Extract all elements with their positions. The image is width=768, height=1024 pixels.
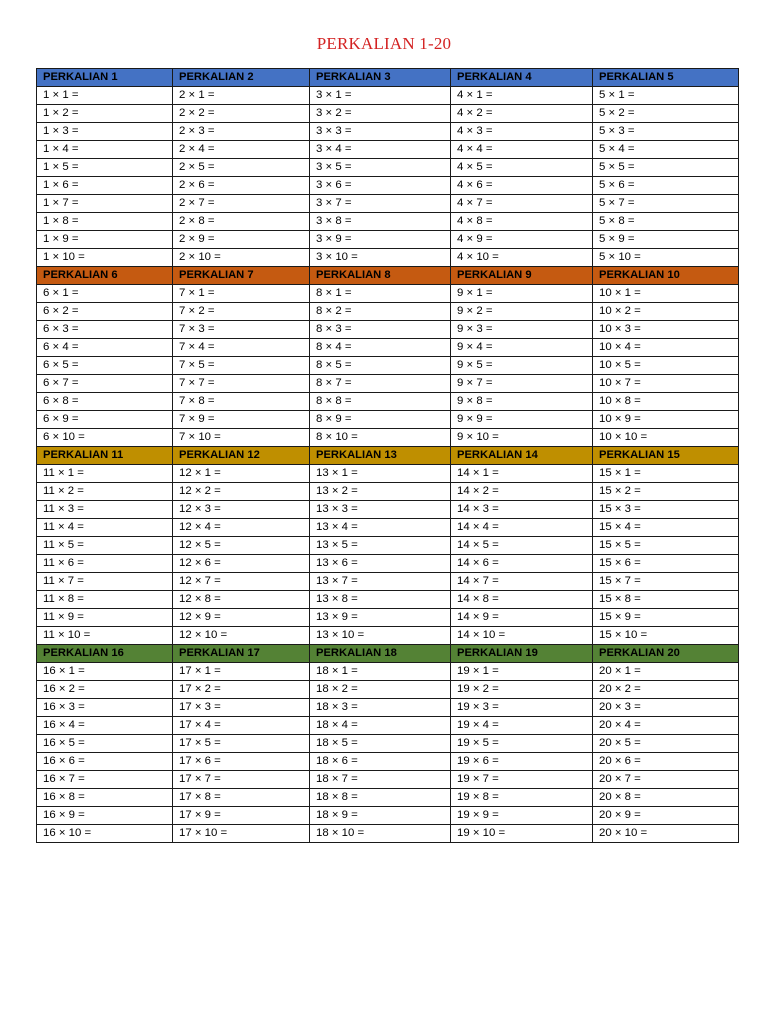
table-cell: 18 × 2 = <box>310 681 451 699</box>
table-cell: 2 × 3 = <box>173 123 310 141</box>
table-cell: 18 × 1 = <box>310 663 451 681</box>
table-cell: 14 × 6 = <box>451 555 593 573</box>
table-cell: 13 × 9 = <box>310 609 451 627</box>
column-header: PERKALIAN 5 <box>593 69 739 87</box>
table-cell: 13 × 5 = <box>310 537 451 555</box>
table-cell: 5 × 7 = <box>593 195 739 213</box>
table-cell: 7 × 9 = <box>173 411 310 429</box>
table-cell: 1 × 8 = <box>37 213 173 231</box>
table-cell: 13 × 2 = <box>310 483 451 501</box>
table-cell: 17 × 4 = <box>173 717 310 735</box>
table-cell: 18 × 9 = <box>310 807 451 825</box>
table-cell: 1 × 5 = <box>37 159 173 177</box>
table-cell: 12 × 8 = <box>173 591 310 609</box>
table-cell: 10 × 7 = <box>593 375 739 393</box>
column-header: PERKALIAN 7 <box>173 267 310 285</box>
table-row <box>37 285 739 303</box>
table-cell: 4 × 6 = <box>451 177 593 195</box>
table-cell: 19 × 2 = <box>451 681 593 699</box>
table-row <box>37 429 739 447</box>
table-cell: 14 × 2 = <box>451 483 593 501</box>
table-cell: 15 × 7 = <box>593 573 739 591</box>
table-cell: 3 × 6 = <box>310 177 451 195</box>
table-cell: 8 × 9 = <box>310 411 451 429</box>
table-cell: 12 × 10 = <box>173 627 310 645</box>
table-cell: 16 × 5 = <box>37 735 173 753</box>
table-cell: 11 × 6 = <box>37 555 173 573</box>
table-cell: 5 × 4 = <box>593 141 739 159</box>
table-cell: 20 × 9 = <box>593 807 739 825</box>
table-cell: 18 × 8 = <box>310 789 451 807</box>
table-row <box>37 105 739 123</box>
column-header: PERKALIAN 6 <box>37 267 173 285</box>
table-cell: 10 × 10 = <box>593 429 739 447</box>
table-cell: 6 × 1 = <box>37 285 173 303</box>
table-cell: 20 × 2 = <box>593 681 739 699</box>
column-header: PERKALIAN 9 <box>451 267 593 285</box>
table-cell: 8 × 2 = <box>310 303 451 321</box>
table-cell: 12 × 6 = <box>173 555 310 573</box>
table-row <box>37 141 739 159</box>
table-cell: 9 × 3 = <box>451 321 593 339</box>
table-cell: 3 × 2 = <box>310 105 451 123</box>
table-cell: 2 × 8 = <box>173 213 310 231</box>
table-cell: 17 × 1 = <box>173 663 310 681</box>
table-cell: 11 × 1 = <box>37 465 173 483</box>
table-cell: 17 × 5 = <box>173 735 310 753</box>
table-cell: 15 × 5 = <box>593 537 739 555</box>
table-cell: 10 × 3 = <box>593 321 739 339</box>
table-cell: 20 × 8 = <box>593 789 739 807</box>
table-cell: 19 × 10 = <box>451 825 593 843</box>
table-cell: 15 × 1 = <box>593 465 739 483</box>
table-cell: 17 × 2 = <box>173 681 310 699</box>
table-cell: 13 × 7 = <box>310 573 451 591</box>
table-cell: 1 × 4 = <box>37 141 173 159</box>
table-cell: 2 × 1 = <box>173 87 310 105</box>
table-cell: 19 × 1 = <box>451 663 593 681</box>
table-cell: 8 × 1 = <box>310 285 451 303</box>
table-cell: 3 × 9 = <box>310 231 451 249</box>
table-cell: 11 × 3 = <box>37 501 173 519</box>
table-cell: 17 × 9 = <box>173 807 310 825</box>
table-cell: 15 × 3 = <box>593 501 739 519</box>
table-cell: 16 × 3 = <box>37 699 173 717</box>
column-header: PERKALIAN 4 <box>451 69 593 87</box>
table-row <box>37 231 739 249</box>
table-cell: 5 × 9 = <box>593 231 739 249</box>
table-row <box>37 465 739 483</box>
table-cell: 2 × 7 = <box>173 195 310 213</box>
table-cell: 9 × 7 = <box>451 375 593 393</box>
table-cell: 6 × 3 = <box>37 321 173 339</box>
table-cell: 6 × 9 = <box>37 411 173 429</box>
table-cell: 1 × 1 = <box>37 87 173 105</box>
table-cell: 3 × 4 = <box>310 141 451 159</box>
table-cell: 19 × 5 = <box>451 735 593 753</box>
table-cell: 11 × 7 = <box>37 573 173 591</box>
section-header-row <box>37 645 739 663</box>
table-row <box>37 699 739 717</box>
table-cell: 7 × 10 = <box>173 429 310 447</box>
table-row <box>37 825 739 843</box>
table-row <box>37 375 739 393</box>
table-cell: 15 × 2 = <box>593 483 739 501</box>
table-row <box>37 159 739 177</box>
column-header: PERKALIAN 2 <box>173 69 310 87</box>
table-cell: 4 × 2 = <box>451 105 593 123</box>
table-cell: 5 × 8 = <box>593 213 739 231</box>
table-cell: 18 × 3 = <box>310 699 451 717</box>
table-cell: 14 × 3 = <box>451 501 593 519</box>
table-cell: 7 × 5 = <box>173 357 310 375</box>
table-cell: 18 × 6 = <box>310 753 451 771</box>
table-row <box>37 357 739 375</box>
table-cell: 3 × 5 = <box>310 159 451 177</box>
table-row <box>37 789 739 807</box>
table-cell: 16 × 6 = <box>37 753 173 771</box>
table-cell: 19 × 3 = <box>451 699 593 717</box>
table-cell: 12 × 7 = <box>173 573 310 591</box>
column-header: PERKALIAN 12 <box>173 447 310 465</box>
table-cell: 3 × 3 = <box>310 123 451 141</box>
table-cell: 20 × 10 = <box>593 825 739 843</box>
table-cell: 5 × 6 = <box>593 177 739 195</box>
table-cell: 17 × 3 = <box>173 699 310 717</box>
table-cell: 10 × 9 = <box>593 411 739 429</box>
table-cell: 10 × 8 = <box>593 393 739 411</box>
column-header: PERKALIAN 20 <box>593 645 739 663</box>
table-cell: 16 × 7 = <box>37 771 173 789</box>
table-cell: 14 × 9 = <box>451 609 593 627</box>
table-cell: 7 × 1 = <box>173 285 310 303</box>
table-cell: 20 × 6 = <box>593 753 739 771</box>
table-row <box>37 807 739 825</box>
table-cell: 17 × 6 = <box>173 753 310 771</box>
table-cell: 2 × 9 = <box>173 231 310 249</box>
table-row <box>37 123 739 141</box>
table-cell: 4 × 5 = <box>451 159 593 177</box>
table-cell: 20 × 1 = <box>593 663 739 681</box>
table-cell: 4 × 9 = <box>451 231 593 249</box>
table-row <box>37 195 739 213</box>
table-cell: 19 × 6 = <box>451 753 593 771</box>
table-cell: 14 × 7 = <box>451 573 593 591</box>
table-cell: 7 × 8 = <box>173 393 310 411</box>
column-header: PERKALIAN 17 <box>173 645 310 663</box>
table-cell: 15 × 8 = <box>593 591 739 609</box>
column-header: PERKALIAN 1 <box>37 69 173 87</box>
table-cell: 8 × 7 = <box>310 375 451 393</box>
table-cell: 11 × 9 = <box>37 609 173 627</box>
table-cell: 6 × 10 = <box>37 429 173 447</box>
table-row <box>37 681 739 699</box>
section-header-row <box>37 69 739 87</box>
table-cell: 13 × 3 = <box>310 501 451 519</box>
table-cell: 10 × 2 = <box>593 303 739 321</box>
table-cell: 9 × 4 = <box>451 339 593 357</box>
table-cell: 3 × 1 = <box>310 87 451 105</box>
column-header: PERKALIAN 13 <box>310 447 451 465</box>
table-row <box>37 573 739 591</box>
table-cell: 12 × 1 = <box>173 465 310 483</box>
table-cell: 14 × 5 = <box>451 537 593 555</box>
table-cell: 6 × 8 = <box>37 393 173 411</box>
table-cell: 6 × 2 = <box>37 303 173 321</box>
column-header: PERKALIAN 8 <box>310 267 451 285</box>
table-cell: 6 × 4 = <box>37 339 173 357</box>
table-cell: 14 × 10 = <box>451 627 593 645</box>
table-row <box>37 249 739 267</box>
multiplication-table <box>36 68 739 843</box>
table-cell: 14 × 1 = <box>451 465 593 483</box>
table-cell: 10 × 5 = <box>593 357 739 375</box>
table-row <box>37 393 739 411</box>
table-row <box>37 501 739 519</box>
table-cell: 19 × 4 = <box>451 717 593 735</box>
table-cell: 10 × 1 = <box>593 285 739 303</box>
table-cell: 3 × 8 = <box>310 213 451 231</box>
column-header: PERKALIAN 16 <box>37 645 173 663</box>
table-cell: 13 × 10 = <box>310 627 451 645</box>
table-cell: 17 × 7 = <box>173 771 310 789</box>
table-row <box>37 177 739 195</box>
table-cell: 5 × 10 = <box>593 249 739 267</box>
table-row <box>37 735 739 753</box>
table-cell: 9 × 1 = <box>451 285 593 303</box>
table-cell: 8 × 5 = <box>310 357 451 375</box>
table-row <box>37 483 739 501</box>
table-cell: 2 × 2 = <box>173 105 310 123</box>
table-cell: 12 × 2 = <box>173 483 310 501</box>
table-cell: 4 × 8 = <box>451 213 593 231</box>
table-row <box>37 627 739 645</box>
table-cell: 6 × 7 = <box>37 375 173 393</box>
table-cell: 16 × 8 = <box>37 789 173 807</box>
table-cell: 1 × 7 = <box>37 195 173 213</box>
column-header: PERKALIAN 19 <box>451 645 593 663</box>
column-header: PERKALIAN 3 <box>310 69 451 87</box>
table-cell: 13 × 8 = <box>310 591 451 609</box>
table-cell: 13 × 1 = <box>310 465 451 483</box>
table-cell: 20 × 7 = <box>593 771 739 789</box>
table-cell: 7 × 4 = <box>173 339 310 357</box>
table-cell: 9 × 5 = <box>451 357 593 375</box>
table-body <box>37 69 739 843</box>
table-cell: 18 × 10 = <box>310 825 451 843</box>
table-cell: 4 × 7 = <box>451 195 593 213</box>
table-cell: 4 × 10 = <box>451 249 593 267</box>
table-cell: 9 × 10 = <box>451 429 593 447</box>
column-header: PERKALIAN 18 <box>310 645 451 663</box>
table-cell: 1 × 10 = <box>37 249 173 267</box>
table-cell: 19 × 8 = <box>451 789 593 807</box>
table-cell: 5 × 5 = <box>593 159 739 177</box>
table-row <box>37 411 739 429</box>
table-row <box>37 321 739 339</box>
table-cell: 18 × 5 = <box>310 735 451 753</box>
table-cell: 5 × 1 = <box>593 87 739 105</box>
page-title: PERKALIAN 1-20 <box>316 34 452 53</box>
table-row <box>37 537 739 555</box>
table-cell: 8 × 10 = <box>310 429 451 447</box>
table-cell: 20 × 4 = <box>593 717 739 735</box>
column-header: PERKALIAN 15 <box>593 447 739 465</box>
table-cell: 13 × 4 = <box>310 519 451 537</box>
table-cell: 15 × 6 = <box>593 555 739 573</box>
table-cell: 20 × 5 = <box>593 735 739 753</box>
table-row <box>37 663 739 681</box>
table-cell: 7 × 7 = <box>173 375 310 393</box>
table-cell: 18 × 4 = <box>310 717 451 735</box>
table-row <box>37 555 739 573</box>
table-cell: 14 × 4 = <box>451 519 593 537</box>
table-row <box>37 591 739 609</box>
table-cell: 16 × 10 = <box>37 825 173 843</box>
section-header-row <box>37 447 739 465</box>
table-cell: 3 × 7 = <box>310 195 451 213</box>
table-cell: 4 × 3 = <box>451 123 593 141</box>
table-cell: 15 × 10 = <box>593 627 739 645</box>
table-cell: 6 × 5 = <box>37 357 173 375</box>
table-cell: 9 × 2 = <box>451 303 593 321</box>
table-row <box>37 213 739 231</box>
table-cell: 11 × 2 = <box>37 483 173 501</box>
table-row <box>37 717 739 735</box>
table-cell: 20 × 3 = <box>593 699 739 717</box>
table-cell: 19 × 7 = <box>451 771 593 789</box>
table-cell: 2 × 6 = <box>173 177 310 195</box>
table-cell: 11 × 8 = <box>37 591 173 609</box>
table-cell: 16 × 1 = <box>37 663 173 681</box>
table-cell: 1 × 3 = <box>37 123 173 141</box>
table-cell: 3 × 10 = <box>310 249 451 267</box>
table-cell: 12 × 3 = <box>173 501 310 519</box>
table-row <box>37 771 739 789</box>
table-row <box>37 303 739 321</box>
column-header: PERKALIAN 11 <box>37 447 173 465</box>
table-cell: 18 × 7 = <box>310 771 451 789</box>
table-cell: 8 × 8 = <box>310 393 451 411</box>
table-cell: 4 × 1 = <box>451 87 593 105</box>
table-cell: 7 × 2 = <box>173 303 310 321</box>
column-header: PERKALIAN 14 <box>451 447 593 465</box>
table-cell: 16 × 9 = <box>37 807 173 825</box>
section-header-row <box>37 267 739 285</box>
table-cell: 1 × 6 = <box>37 177 173 195</box>
table-cell: 15 × 9 = <box>593 609 739 627</box>
table-row <box>37 339 739 357</box>
table-row <box>37 519 739 537</box>
table-cell: 7 × 3 = <box>173 321 310 339</box>
table-cell: 12 × 5 = <box>173 537 310 555</box>
table-cell: 12 × 4 = <box>173 519 310 537</box>
table-cell: 19 × 9 = <box>451 807 593 825</box>
table-cell: 16 × 2 = <box>37 681 173 699</box>
table-cell: 12 × 9 = <box>173 609 310 627</box>
table-cell: 5 × 3 = <box>593 123 739 141</box>
table-cell: 13 × 6 = <box>310 555 451 573</box>
table-cell: 2 × 4 = <box>173 141 310 159</box>
table-cell: 17 × 8 = <box>173 789 310 807</box>
table-cell: 14 × 8 = <box>451 591 593 609</box>
table-cell: 8 × 3 = <box>310 321 451 339</box>
table-cell: 17 × 10 = <box>173 825 310 843</box>
table-cell: 11 × 5 = <box>37 537 173 555</box>
table-cell: 11 × 4 = <box>37 519 173 537</box>
table-row <box>37 87 739 105</box>
table-cell: 1 × 2 = <box>37 105 173 123</box>
table-cell: 15 × 4 = <box>593 519 739 537</box>
table-cell: 2 × 10 = <box>173 249 310 267</box>
table-cell: 9 × 9 = <box>451 411 593 429</box>
table-cell: 2 × 5 = <box>173 159 310 177</box>
table-cell: 10 × 4 = <box>593 339 739 357</box>
table-row <box>37 753 739 771</box>
table-cell: 4 × 4 = <box>451 141 593 159</box>
table-row <box>37 609 739 627</box>
table-cell: 8 × 4 = <box>310 339 451 357</box>
column-header: PERKALIAN 10 <box>593 267 739 285</box>
table-cell: 5 × 2 = <box>593 105 739 123</box>
table-cell: 16 × 4 = <box>37 717 173 735</box>
table-cell: 1 × 9 = <box>37 231 173 249</box>
table-cell: 11 × 10 = <box>37 627 173 645</box>
table-cell: 9 × 8 = <box>451 393 593 411</box>
